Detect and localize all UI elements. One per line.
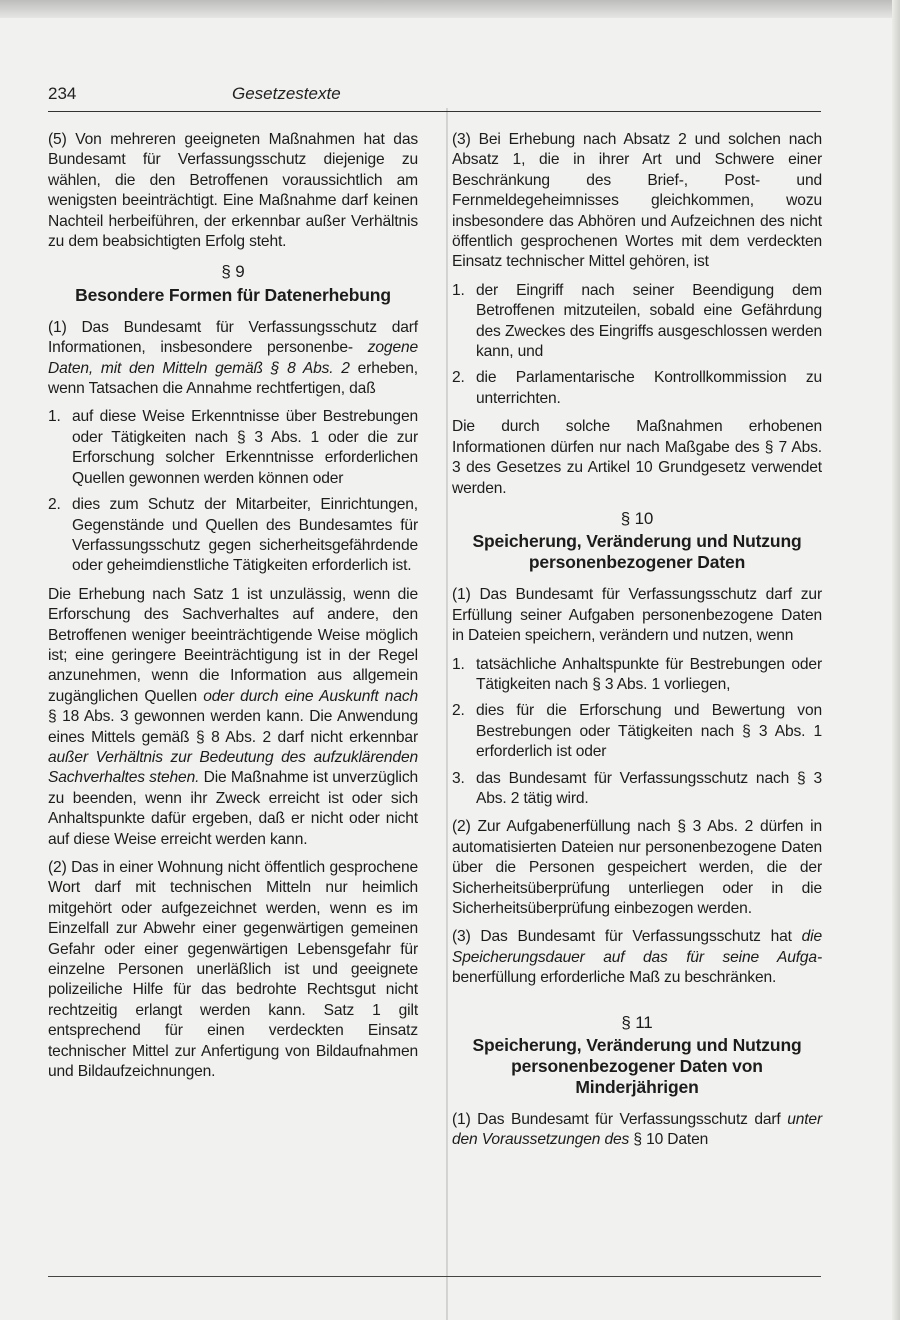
book-gutter: [446, 108, 448, 1320]
section-10-title: Speicherung, Veränderung und Nutzung personenbezogener Daten: [472, 531, 802, 573]
list-item: 2. dies zum Schutz der Mitarbeiter, Einrichtungen, Gegenstände und Quellen des Bundesamtes für Verfassungsschutz gegen sicherheitsgefährdende oder geheimdienstliche Tätigkeiten erforderlich ist.: [48, 496, 418, 575]
section-9-number: § 9: [221, 262, 245, 282]
footer-rule: [48, 1276, 821, 1277]
section-9-paragraph-3: (3) Bei Erhebung nach Absatz 2 und solchen nach Absatz 1, die in ihrer Art und Schwere einer Beschränkung des Brief-, Post- und Fernmeldegeheimnisses gleichkommen, wozu insbesondere das Abhören und Aufzeichnen des nicht öffentlich gesprochenen Wortes mit dem verdeckten Einsatz technischer Mittel gehören, ist: [452, 131, 822, 271]
page-header: [48, 82, 821, 108]
header-rule: [48, 111, 821, 112]
section-11-number: § 11: [621, 1012, 653, 1032]
section-9-title: Besondere Formen für Datenerhebung: [75, 284, 391, 305]
list-item: 2. dies für die Erforschung und Bewertung von Bestrebungen oder Tätigkeiten nach § 3 Abs. 1 erforderlich ist oder: [452, 702, 822, 761]
scan-edge-top: [0, 0, 900, 18]
section-9-paragraph-3-list: [452, 281, 822, 409]
paragraph-5: (5) Von mehreren geeigneten Maßnahmen hat das Bundesamt für Verfassungsschutz diejenige zu wählen, die den Betroffenen voraussichtlich am wenigsten beeinträchtigt. Eine Maßnahme darf keinen Nachteil herbeiführen, der erkennbar außer Verhältnis zu dem beabsichtigten Erfolg steht.: [48, 131, 418, 251]
section-11-paragraph-1: (1) Das Bundesamt für Verfassungsschutz darf unter den Voraussetzungen des § 10 Daten: [452, 1111, 822, 1149]
page-number: 234: [48, 84, 77, 103]
section-9-closing-paragraph: Die durch solche Maßnahmen erhobenen Informationen dürfen nur nach Maßgabe des § 7 Abs. 3 des Gesetzes zu Artikel 10 Grundgesetz verwendet werden.: [452, 418, 822, 497]
list-item: 1. der Eingriff nach seiner Beendigung dem Betroffenen mitzuteilen, sobald eine Gefährdung des Zweckes des Eingriffs ausgeschlossen werden kann, und: [452, 281, 822, 361]
list-item: 1. auf diese Weise Erkenntnisse über Bestrebungen oder Tätigkeiten nach § 3 Abs. 1 oder die zur Erforschung solcher Erkenntnisse erforderlichen Quellen gewonnen werden können oder: [48, 408, 418, 487]
section-9-paragraph-2: (2) Das in einer Wohnung nicht öffentlich gesprochene Wort darf mit technischen Mitteln nur heimlich mitgehört oder aufgezeichnet werden, wenn es im Einzelfall zur Abwehr einer gegenwärtigen gemeinen Gefahr oder einer gegenwärtigen Lebensgefahr für einzelne Personen unerläßlich ist und geeignete polizeiliche Hilfe für das bedrohte Rechtsgut nicht rechtzeitig erlangt werden kann. Satz 1 gilt entsprechend für einen verdeckten Einsatz technischer Mittel zur Anfertigung von Bildaufnahmen und Bildaufzeichnungen.: [48, 859, 418, 1081]
section-10-paragraph-3: (3) Das Bundesamt für Verfassungsschutz hat die Speicherungsdauer auf das für seine Aufga- benerfüllung erforderliche Maß zu beschränken.: [452, 928, 822, 987]
section-10-paragraph-2: (2) Zur Aufgabenerfüllung nach § 3 Abs. 2 dürfen in automatisierten Dateien nur personenbezogene Daten über die Personen gespeichert werden, die der Sicherheitsüberprüfung unterliegen oder in die Sicherheitsüberprüfung einbezogen werden.: [452, 818, 822, 917]
running-title: Gesetzestexte: [232, 84, 341, 103]
section-10-paragraph-1: (1) Das Bundesamt für Verfassungsschutz darf zur Erfüllung seiner Aufgaben personenbezogene Daten in Dateien speichern, verändern und nutzen, wenn: [452, 586, 822, 645]
erhebung-paragraph: Die Erhebung nach Satz 1 ist unzulässig, wenn die Erforschung des Sachverhaltes auf andere, den Betroffenen weniger beeinträchtigende Weise möglich ist; eine geringere Beeinträchtigung ist in der Regel anzunehmen, wenn die Information aus allgemein zugänglichen Quellen oder durch eine Auskunft nach § 18 Abs. 3 gewonnen werden kann. Die Anwendung eines Mittels gemäß § 8 Abs. 2 darf nicht erkennbar außer Verhältnis zur Bedeutung des aufzuklärenden Sachverhaltes stehen. Die Maßnahme ist unverzüglich zu beenden, wenn ihr Zweck erreicht ist oder sich Anhaltspunkte dafür ergeben, daß er nicht oder nicht auf diese Weise erreicht werden kann.: [48, 585, 419, 848]
left-column: [48, 130, 418, 1090]
list-item: 2. die Parlamentarische Kontrollkommission zu unterrichten.: [452, 369, 822, 407]
list-item: 1. tatsächliche Anhaltspunkte für Bestrebungen oder Tätigkeiten nach § 3 Abs. 1 vorliegen,: [452, 655, 822, 693]
section-9-paragraph-1: (1) Das Bundesamt für Verfassungsschutz darf Informationen, insbesondere personenbe- zogene Daten, mit den Mitteln gemäß § 8 Abs. 2 erheben, wenn Tatsachen die Annahme rechtfertigen, daß: [48, 318, 419, 398]
right-column: [452, 130, 822, 1159]
scan-edge-right: [892, 0, 900, 1320]
section-10-number: § 10: [620, 508, 654, 528]
section-11-title: Speicherung, Veränderung und Nutzung personenbezogener Daten von Minderjährigen: [472, 1035, 802, 1098]
list-item: 3. das Bundesamt für Verfassungsschutz nach § 3 Abs. 2 tätig wird.: [452, 769, 822, 807]
section-10-list: [452, 655, 822, 810]
section-9-list: [48, 407, 418, 576]
